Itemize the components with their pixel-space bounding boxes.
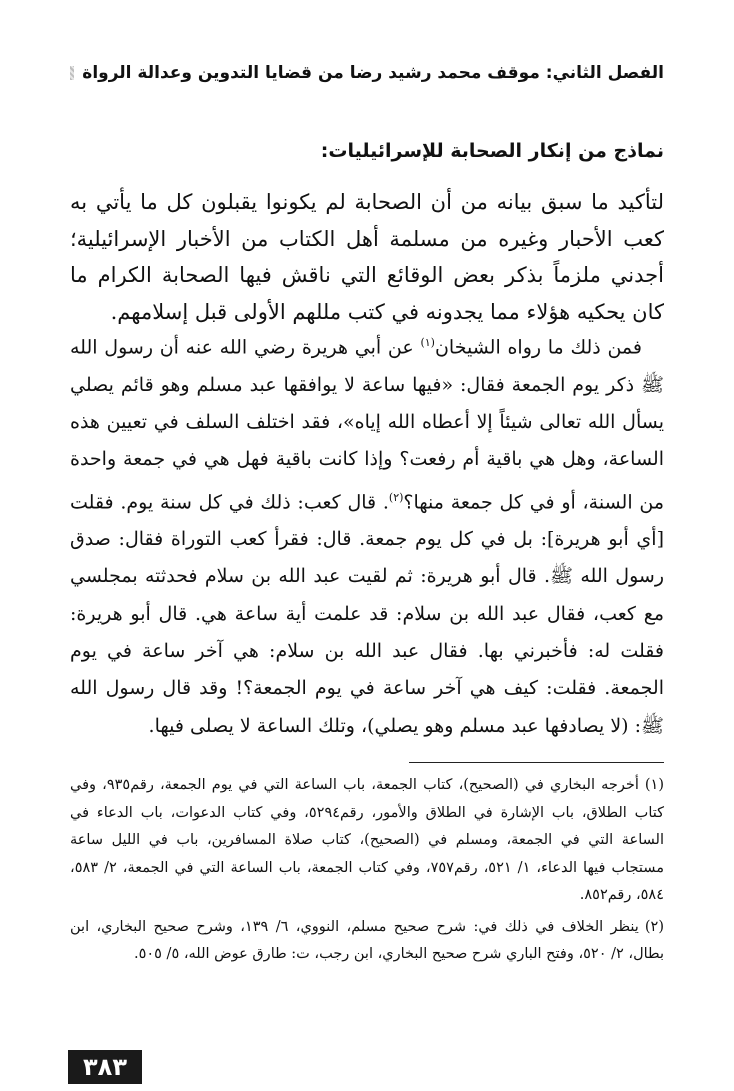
paragraph-hadith-part-b: عن أبي هريرة رضي الله عنه أن رسول الله ﷺ ذكر يوم الجمعة فقال: «فيها ساعة لا يوافقها عبد مسلم وهو قائم يصلي يسأل الله تعالى شيئاً إلا أعطاه الله إياه»، فقد اختلف السلف في تعيين هذه الساعة، وهل هي باقية أم رفعت؟ وإذا كانت باقية فهل هي في جمعة واحدة من السنة، أو في كل جمعة منها؟ [70,336,664,513]
footnote-divider [409,762,664,763]
chapter-title: الفصل الثاني: موقف محمد رشيد رضا من قضايا التدوين وعدالة الرواة [82,63,664,83]
footnote-text: أخرجه البخاري في (الصحيح)، كتاب الجمعة، باب الساعة التي في يوم الجمعة، رقم٩٣٥، وفي كتاب الطلاق، باب الإشارة في الطلاق والأمور، رقم٥٢٩٤، وفي كتاب الدعوات، باب الدعاء في الساعة التي في الجمعة، ومسلم في (الصحيح)، كتاب صلاة المسافرين، باب في الليل ساعة مستجاب فيها الدعاء، ١/ ٥٢١، رقم٧٥٧، وفي كتاب الجمعة، باب الساعة التي في الجمعة، ٢/ ٥٨٣، ٥٨٤، رقم٨٥٢. [70,777,665,903]
footnote-text: ينظر الخلاف في ذلك في: شرح صحيح مسلم، النووي، ٦/ ١٣٩، وشرح صحيح البخاري، ابن بطال، ٢/ ٥٢٠، وفتح الباري شرح صحيح البخاري، ابن رجب، ت: طارق عوض الله، ٥/ ٥٠٥. [70,918,664,962]
paragraph-hadith-part-a: فمن ذلك ما رواه الشيخان [434,336,642,359]
footnote-number: (٢) [644,918,664,935]
footnote-1 [70,772,664,910]
paragraph-hadith-part-c: . قال كعب: ذلك في كل سنة يوم. فقلت [أي أبو هريرة]: بل في كل يوم جمعة. قال: فقرأ كعب التوراة فقال: صدق رسول الله ﷺ. قال أبو هريرة: ثم لقيت عبد الله بن سلام فحدثته بمجلسي مع كعب، فقال عبد الله بن سلام: قد علمت أية ساعة هي. قال أبو هريرة: فقلت له: فأخبرني بها. فقال عبد الله بن سلام: هي آخر ساعة في يوم الجمعة. فقلت: كيف هي آخر ساعة في يوم الجمعة؟! وقد قال رسول الله ﷺ: (لا يصادفها عبد مسلم وهو يصلي)، وتلك الساعة لا يصلى فيها. [70,490,664,737]
footnote-ref-2[interactable]: (٢) [388,490,404,504]
footnote-2 [70,914,664,969]
footnotes [70,772,664,973]
running-header [70,58,664,88]
footnote-number: (١) [644,777,664,793]
paragraph-intro: لتأكيد ما سبق بيانه من أن الصحابة لم يكونوا يقبلون كل ما يأتي به كعب الأحبار وغيره من مسلمة أهل الكتاب من الأخبار الإسرائيلية؛ أجدني ملزماً بذكر بعض الوقائع التي ناقش فيها الصحابة الكرام ما كان يحكيه هؤلاء مما يجدونه في كتب مللهم الأولى قبل إسلامهم. [70,190,664,324]
section-heading: نماذج من إنكار الصحابة للإسرائيليات: [320,140,664,162]
footnote-ref-1[interactable]: (١) [420,336,435,349]
paragraph-hadith [70,324,664,745]
header-decoration-bar [70,66,74,80]
page-number-badge: ٣٨٣ [68,1050,142,1084]
